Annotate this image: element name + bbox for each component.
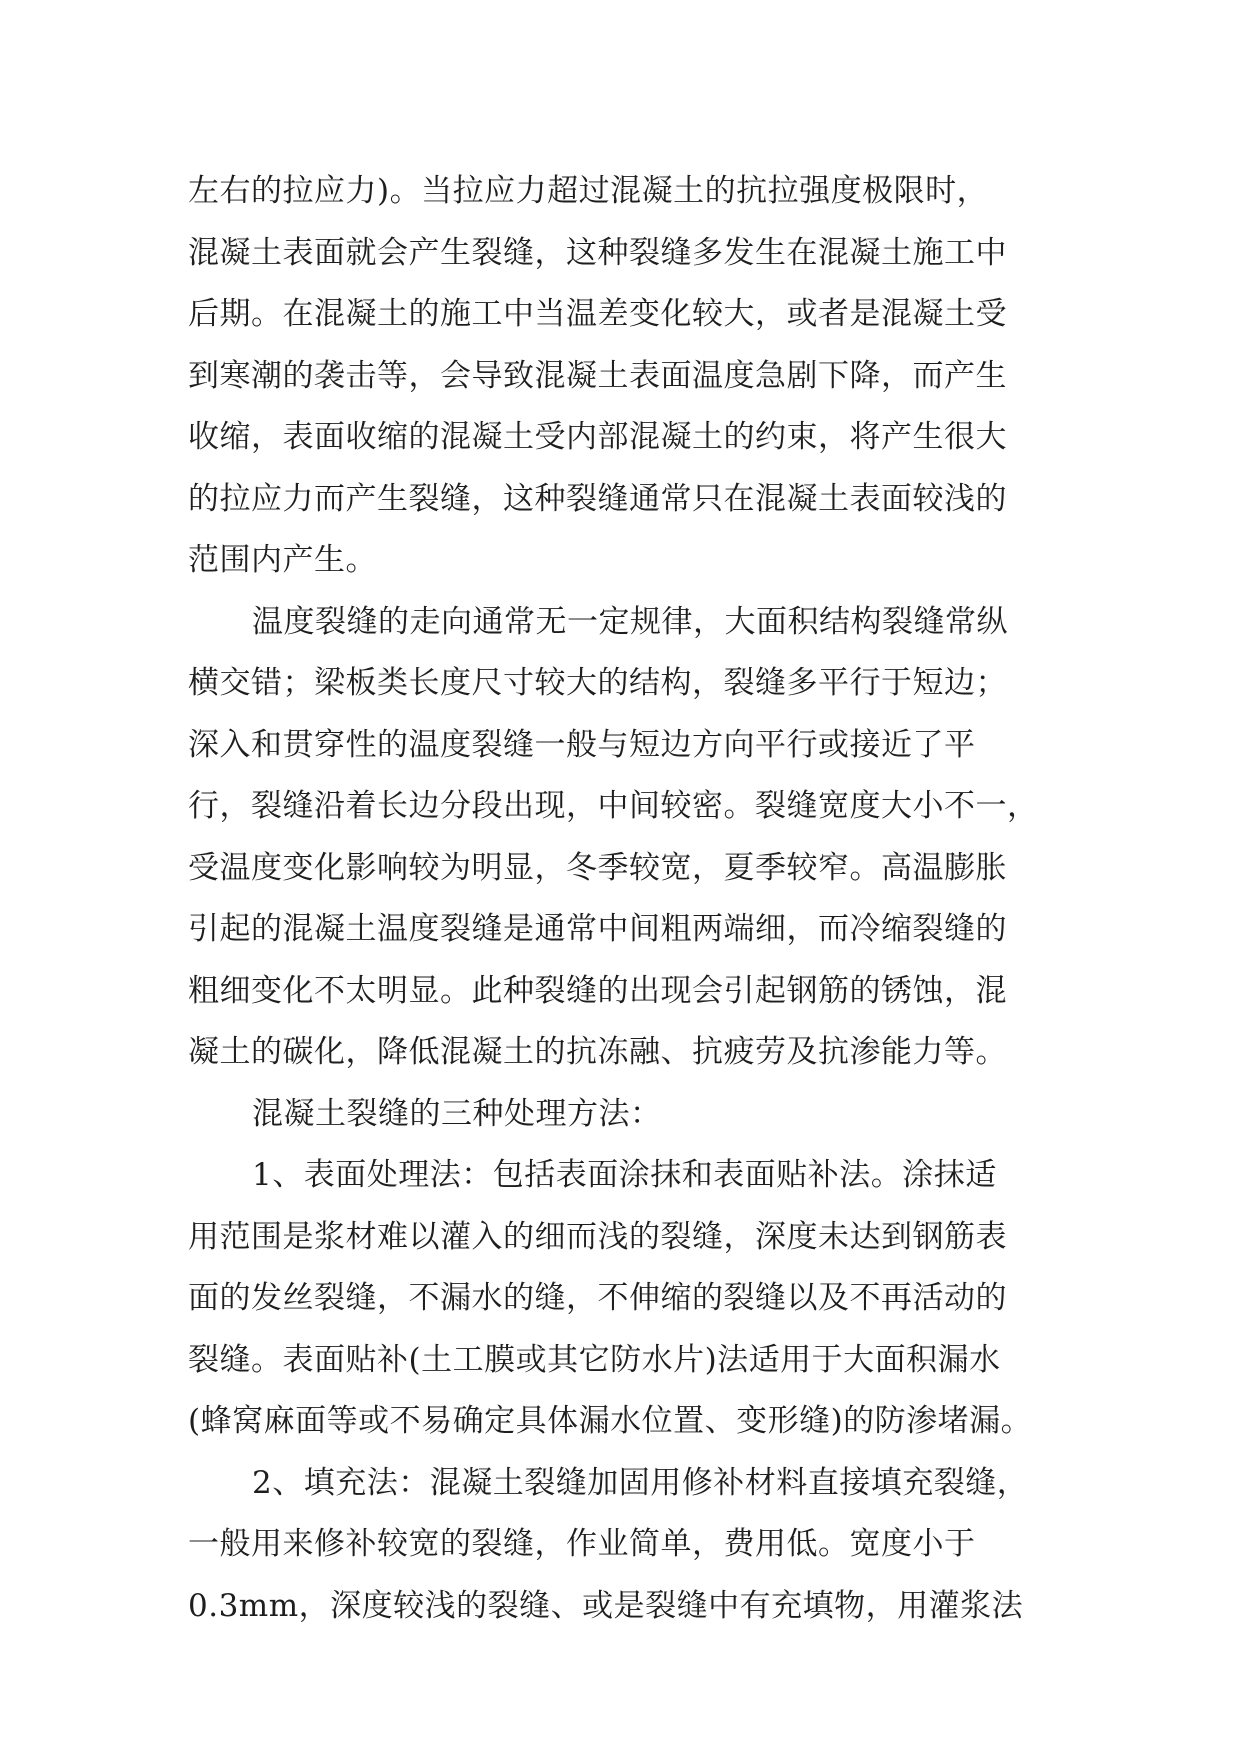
text-line: 受温度变化影响较为明显，冬季较宽，夏季较窄。高温膨胀 bbox=[188, 849, 1007, 886]
text-line: 的拉应力而产生裂缝，这种裂缝通常只在混凝土表面较浅的 bbox=[188, 480, 1007, 517]
text-line: 裂缝。表面贴补(土工膜或其它防水片)法适用于大面积漏水 bbox=[188, 1341, 1001, 1378]
text-line: 混凝土表面就会产生裂缝，这种裂缝多发生在混凝土施工中 bbox=[188, 234, 1007, 271]
text-line: 用范围是浆材难以灌入的细而浅的裂缝，深度未达到钢筋表 bbox=[188, 1218, 1007, 1255]
text-line: (蜂窝麻面等或不易确定具体漏水位置、变形缝)的防渗堵漏。 bbox=[188, 1403, 1033, 1439]
text-line: 粗细变化不太明显。此种裂缝的出现会引起钢筋的锈蚀，混 bbox=[188, 972, 1007, 1009]
text-line: 横交错；梁板类长度尺寸较大的结构，裂缝多平行于短边； bbox=[188, 665, 1007, 701]
text-line: 一般用来修补较宽的裂缝，作业简单，费用低。宽度小于 bbox=[188, 1526, 976, 1562]
text-line: 0.3mm，深度较浅的裂缝、或是裂缝中有充填物，用灌浆法 bbox=[188, 1587, 1024, 1624]
text-line: 引起的混凝土温度裂缝是通常中间粗两端细，而冷缩裂缝的 bbox=[188, 911, 1007, 947]
text-line: 凝土的碳化，降低混凝土的抗冻融、抗疲劳及抗渗能力等。 bbox=[188, 1034, 1007, 1070]
text-line: 1、表面处理法：包括表面涂抹和表面贴补法。涂抹适 bbox=[252, 1157, 997, 1193]
text-line: 2、填充法：混凝土裂缝加固用修补材料直接填充裂缝， bbox=[252, 1464, 1029, 1501]
text-line: 混凝土裂缝的三种处理方法： bbox=[252, 1095, 662, 1132]
text-line: 面的发丝裂缝，不漏水的缝，不伸缩的裂缝以及不再活动的 bbox=[188, 1280, 1007, 1316]
text-line: 行，裂缝沿着长边分段出现，中间较密。裂缝宽度大小不一， bbox=[188, 788, 1039, 824]
text-line: 左右的拉应力)。当拉应力超过混凝土的抗拉强度极限时， bbox=[188, 173, 989, 209]
text-line: 温度裂缝的走向通常无一定规律，大面积结构裂缝常纵 bbox=[252, 603, 1008, 640]
text-line: 后期。在混凝土的施工中当温差变化较大，或者是混凝土受 bbox=[188, 296, 1007, 332]
document-body bbox=[188, 161, 1073, 1637]
text-line: 到寒潮的袭击等，会导致混凝土表面温度急剧下降，而产生 bbox=[188, 357, 1007, 394]
text-line: 收缩，表面收缩的混凝土受内部混凝土的约束，将产生很大 bbox=[188, 419, 1007, 455]
text-line: 范围内产生。 bbox=[188, 542, 377, 578]
text-line: 深入和贯穿性的温度裂缝一般与短边方向平行或接近了平 bbox=[188, 726, 976, 763]
